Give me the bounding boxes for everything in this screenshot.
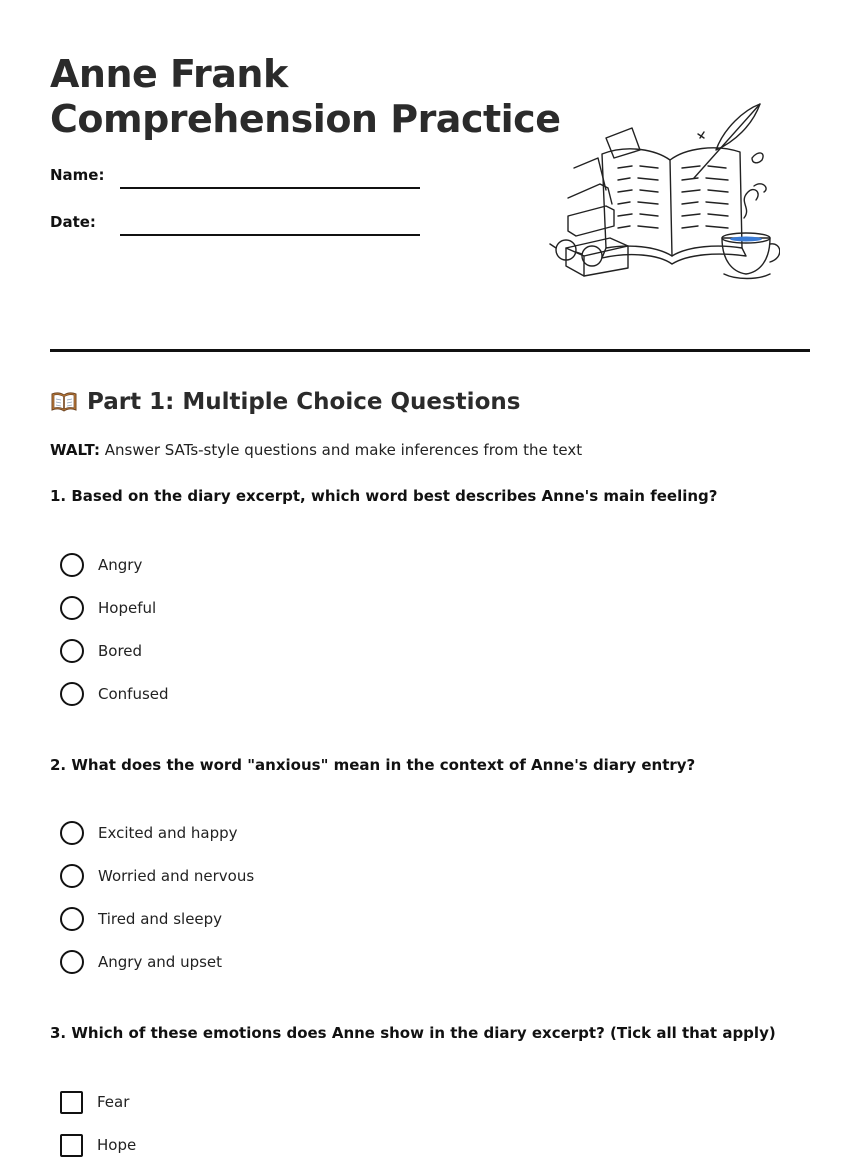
date-label: Date: [50, 213, 96, 231]
q1-option-2[interactable] [60, 596, 156, 620]
open-book-icon [50, 391, 78, 413]
radio-button[interactable] [60, 639, 84, 663]
radio-button[interactable] [60, 821, 84, 845]
radio-button[interactable] [60, 682, 84, 706]
q3-option-1[interactable] [60, 1090, 129, 1114]
option-label: Bored [98, 642, 143, 660]
q1-option-3[interactable] [60, 639, 142, 663]
option-label: Hope [97, 1136, 137, 1154]
option-label: Tired and sleepy [98, 910, 223, 928]
option-label: Worried and nervous [98, 867, 255, 885]
option-label: Excited and happy [98, 824, 238, 842]
radio-button[interactable] [60, 950, 84, 974]
date-field[interactable] [120, 234, 420, 236]
q1-option-4[interactable] [60, 682, 169, 706]
q2-option-3[interactable] [60, 907, 222, 931]
name-label: Name: [50, 166, 105, 184]
option-label: Confused [98, 685, 169, 703]
q2-option-2[interactable] [60, 864, 254, 888]
page-title [50, 52, 560, 142]
walt-text: Answer SATs-style questions and make inferences from the text [99, 441, 583, 459]
walt-statement [50, 441, 582, 459]
question-3: 3. Which of these emotions does Anne show in the diary excerpt? (Tick all that apply) [50, 1024, 776, 1042]
option-label: Hopeful [98, 599, 157, 617]
checkbox[interactable] [60, 1091, 83, 1114]
part1-heading [50, 389, 520, 415]
checkbox[interactable] [60, 1134, 83, 1157]
book-illustration-icon [548, 98, 780, 288]
option-label: Fear [97, 1093, 130, 1111]
title-line-2: Comprehension Practice [50, 97, 561, 141]
option-label: Angry [98, 556, 143, 574]
radio-button[interactable] [60, 864, 84, 888]
radio-button[interactable] [60, 553, 84, 577]
radio-button[interactable] [60, 907, 84, 931]
q1-option-1[interactable] [60, 553, 142, 577]
name-field[interactable] [120, 187, 420, 189]
q2-option-4[interactable] [60, 950, 222, 974]
title-line-1: Anne Frank [50, 52, 288, 96]
radio-button[interactable] [60, 596, 84, 620]
option-label: Angry and upset [98, 953, 223, 971]
q3-option-2[interactable] [60, 1133, 136, 1157]
part1-heading-text: Part 1: Multiple Choice Questions [87, 389, 521, 415]
question-2: 2. What does the word "anxious" mean in the context of Anne's diary entry? [50, 756, 696, 774]
section-divider [50, 349, 810, 352]
walt-label: WALT: [50, 441, 100, 459]
q2-option-1[interactable] [60, 821, 238, 845]
question-1: 1. Based on the diary excerpt, which word best describes Anne's main feeling? [50, 487, 718, 505]
